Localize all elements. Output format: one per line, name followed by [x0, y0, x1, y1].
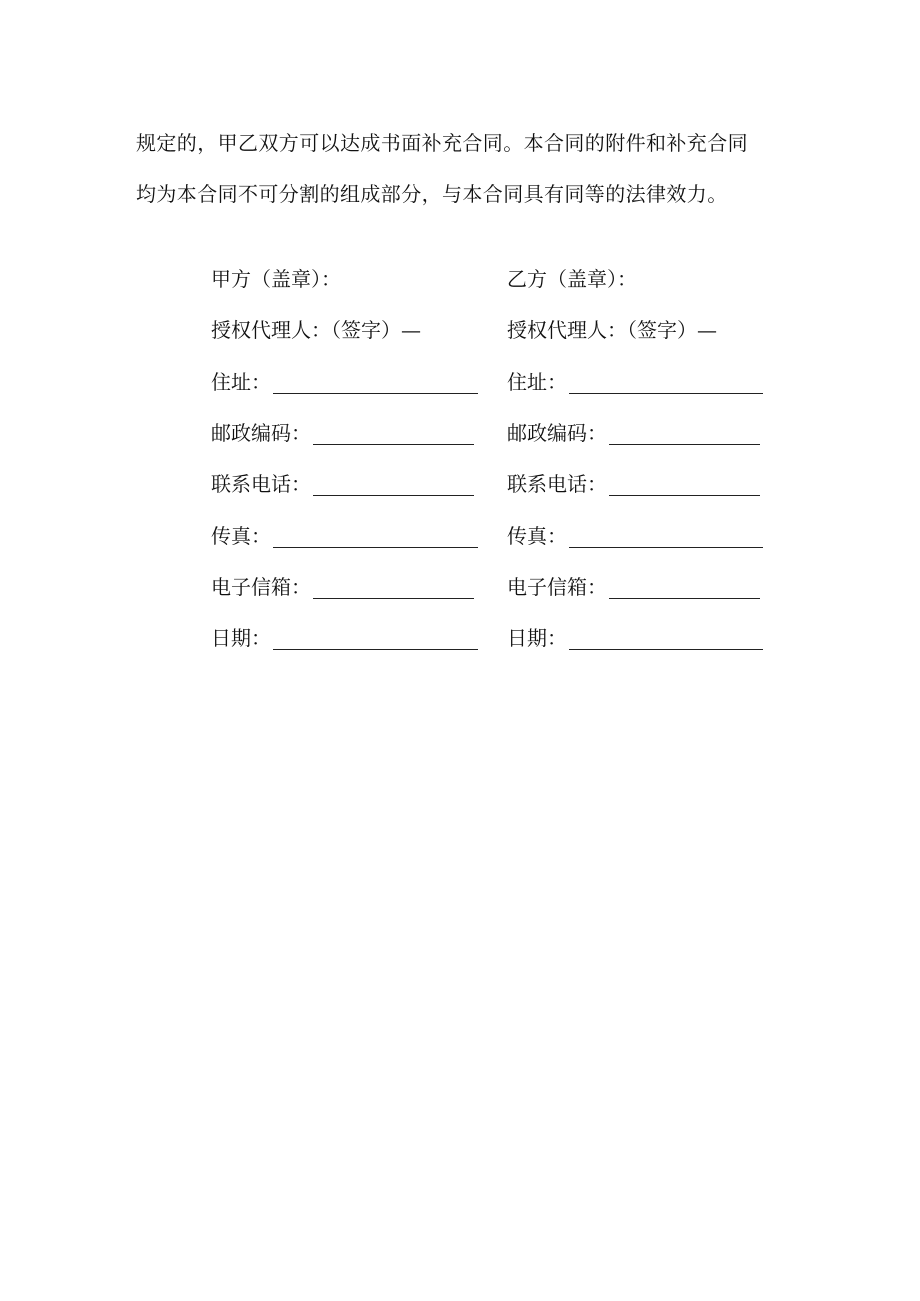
party-b-title-row — [507, 252, 763, 303]
party-b-agent-label: 授权代理人：（签字）— — [507, 318, 717, 343]
party-a-agent-label: 授权代理人：（签字）— — [211, 318, 421, 343]
party-a-address-blank — [273, 375, 478, 394]
party-b-date-row — [507, 611, 763, 662]
party-a-phone-label: 联系电话： — [211, 472, 311, 497]
party-a-phone-blank — [313, 477, 474, 496]
party-b-fax-label: 传真： — [507, 523, 567, 548]
party-b-date-label: 日期： — [507, 626, 567, 651]
party-a-address-row — [211, 355, 478, 406]
party-a-agent-row — [211, 303, 478, 354]
paragraph-line-2: 均为本合同不可分割的组成部分，与本合同具有同等的法律效力。 — [136, 182, 728, 206]
party-b-address-blank — [569, 375, 763, 394]
party-b-title: 乙方（盖章）： — [507, 267, 637, 292]
party-b-email-label: 电子信箱： — [507, 574, 607, 599]
party-b-address-row — [507, 355, 763, 406]
party-a-signature-block — [211, 252, 478, 662]
party-a-fax-row — [211, 508, 478, 559]
party-b-agent-row — [507, 303, 763, 354]
party-b-phone-blank — [609, 477, 760, 496]
party-a-postcode-label: 邮政编码： — [211, 421, 311, 446]
party-a-date-blank — [273, 631, 478, 650]
party-b-email-row — [507, 560, 763, 611]
party-b-fax-row — [507, 508, 763, 559]
party-a-fax-label: 传真： — [211, 523, 271, 548]
party-a-postcode-row — [211, 406, 478, 457]
party-a-address-label: 住址： — [211, 369, 271, 394]
party-a-postcode-blank — [313, 426, 474, 445]
party-b-phone-label: 联系电话： — [507, 472, 607, 497]
party-b-postcode-row — [507, 406, 763, 457]
party-b-postcode-blank — [609, 426, 760, 445]
party-a-email-blank — [313, 580, 474, 599]
contract-paragraph — [136, 118, 806, 220]
party-a-title: 甲方（盖章）： — [211, 267, 341, 292]
party-a-title-row — [211, 252, 478, 303]
party-b-date-blank — [569, 631, 763, 650]
party-b-postcode-label: 邮政编码： — [507, 421, 607, 446]
party-a-date-label: 日期： — [211, 626, 271, 651]
party-b-phone-row — [507, 457, 763, 508]
party-a-phone-row — [211, 457, 478, 508]
party-a-email-label: 电子信箱： — [211, 574, 311, 599]
paragraph-line-1: 规定的，甲乙双方可以达成书面补充合同。本合同的附件和补充合同 — [136, 131, 748, 155]
party-b-signature-block — [507, 252, 763, 662]
party-a-fax-blank — [273, 529, 478, 548]
party-b-address-label: 住址： — [507, 369, 567, 394]
party-a-date-row — [211, 611, 478, 662]
party-b-fax-blank — [569, 529, 763, 548]
party-a-email-row — [211, 560, 478, 611]
party-b-email-blank — [609, 580, 760, 599]
